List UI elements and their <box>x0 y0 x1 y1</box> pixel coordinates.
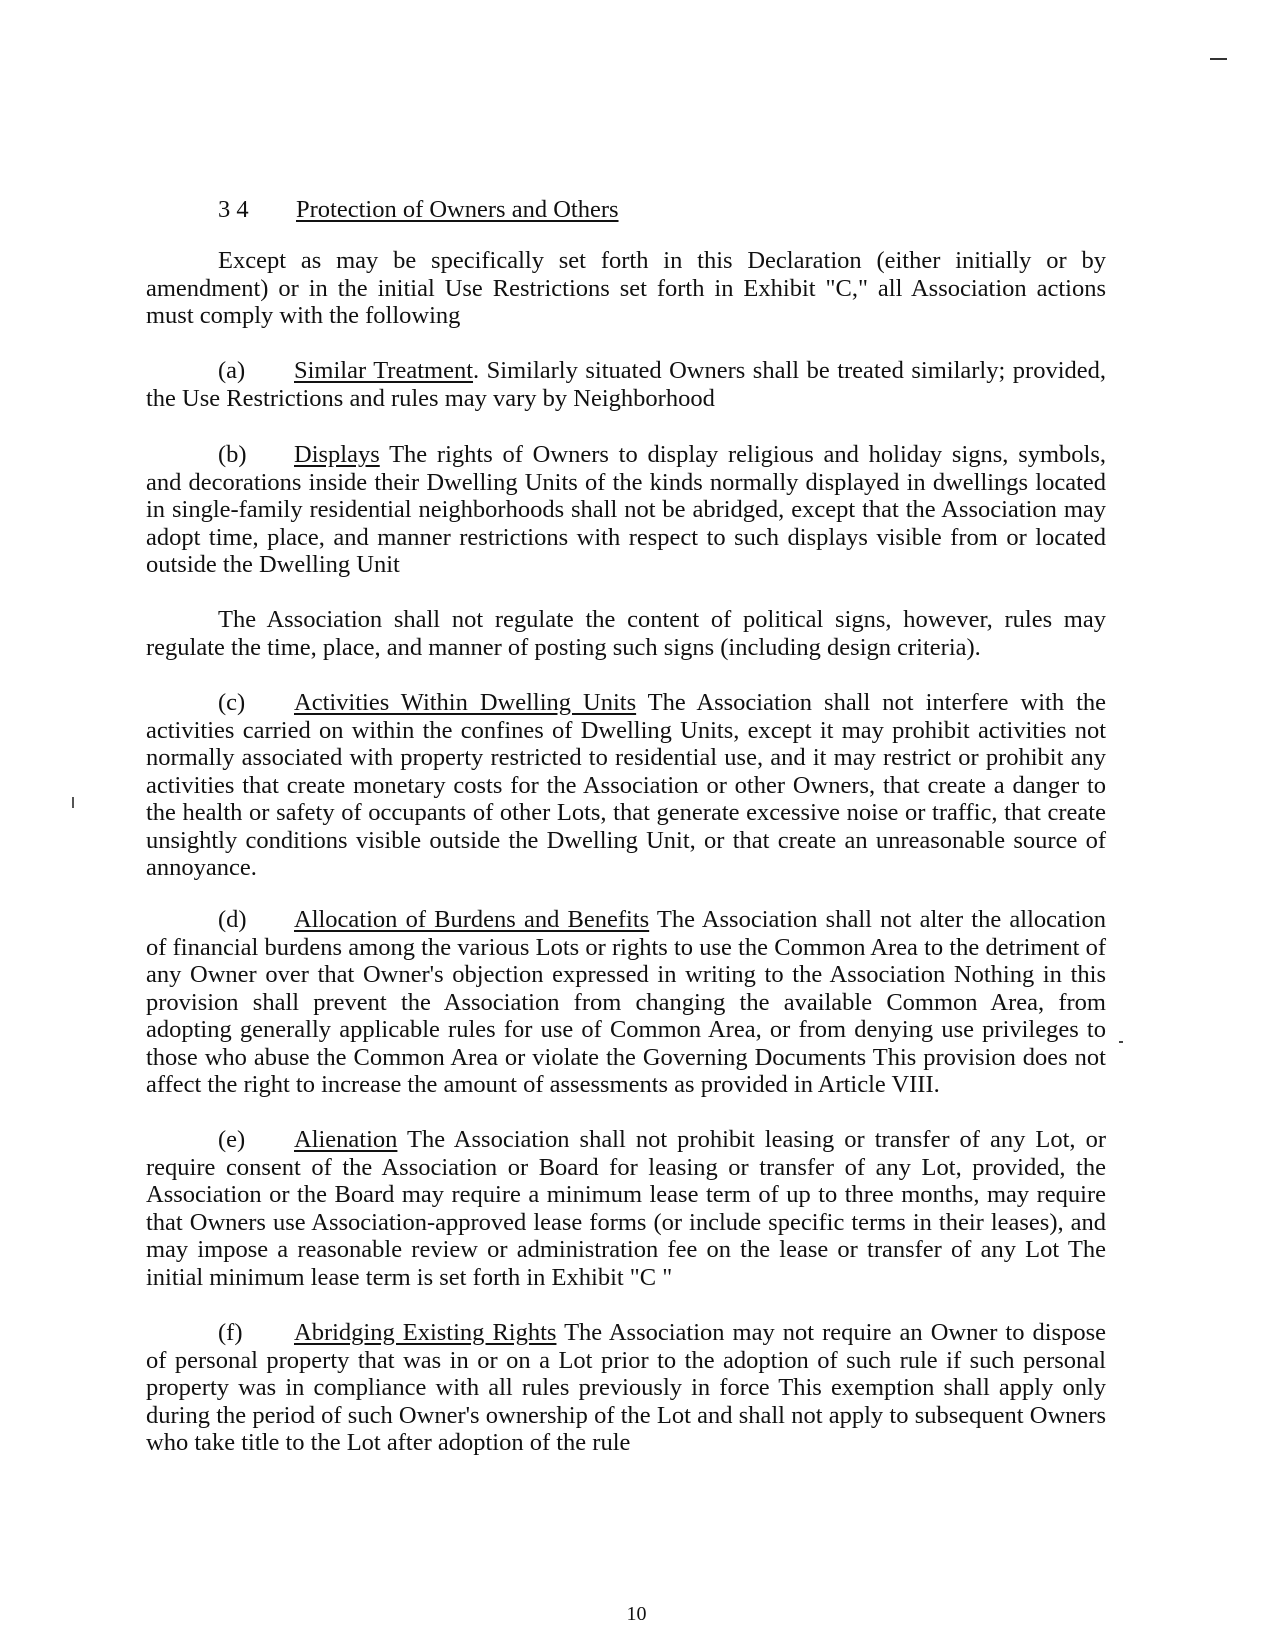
item-e <box>146 1126 1106 1291</box>
item-body: The Association may not require an Owner to dispose of personal property that was in or on a Lot prior to the adoption of such rule if such personal property was in compliance with all rules previously in force This exemption shall apply only during the period of such Owner's ownership of the Lot and shall not apply to subsequent Owners who take title to the Lot after adoption of the rule <box>146 1319 1106 1456</box>
item-a: (a) Similar Treatment. Similarly situated Owners shall be treated similarly; provided, the Use Restrictions and rules may vary by Neighborhood <box>146 357 1106 412</box>
item-body: Similarly situated Owners shall be treated similarly; provided, the Use Restrictions and rules may vary by Neighborhood <box>146 357 1106 412</box>
item-title: Alienation <box>294 1126 398 1153</box>
item-title: Allocation of Burdens and Benefits <box>294 906 650 933</box>
item-label: (c) <box>218 689 246 716</box>
item-label: (e) <box>218 1126 246 1153</box>
item-body: The Association shall not prohibit leasing or transfer of any Lot, or require consent of the Association or Board for leasing or transfer of any Lot, provided, the Association or the Board may require a minimum lease term of up to three months, may require that Owners use Association-approved lease forms (or include specific terms in their leases), and may impose a reasonable review or administration fee on the lease or transfer of any Lot The initial minimum lease term is set forth in Exhibit "C " <box>146 1126 1106 1291</box>
political-signs-paragraph: The Association shall not regulate the content of political signs, however, rules may regulate the time, place, and manner of posting such signs (including design criteria). <box>146 606 1106 661</box>
margin-mark <box>72 797 74 808</box>
item-label: (b) <box>218 441 247 468</box>
item-b <box>146 441 1106 579</box>
section-heading <box>218 196 619 224</box>
side-mark <box>1119 1041 1123 1043</box>
item-d <box>146 906 1106 1099</box>
page-number: 10 <box>626 1603 647 1625</box>
item-body: The rights of Owners to display religious and holiday signs, symbols, and decorations inside their Dwelling Units of the kinds normally displayed in dwellings located in single-family residential neighborhoods shall not be abridged, except that the Association may adopt time, place, and manner restrictions with respect to such displays visible from or located outside the Dwelling Unit <box>146 441 1106 578</box>
item-body: The Association shall not alter the allocation of financial burdens among the various Lots or rights to use the Common Area to the detriment of any Owner over that Owner's objection expressed in writing to the Association Nothing in this provision shall prevent the Association from changing the available Common Area, from adopting generally applicable rules for use of Common Area, or from denying use privileges to those who abuse the Common Area or violate the Governing Documents This provision does not affect the right to increase the amount of assessments as provided in Article VIII. <box>146 906 1106 1098</box>
item-body: The Association shall not interfere with the activities carried on within the confines of Dwelling Units, except it may prohibit activities not normally associated with property restricted to residential use, and it may restrict or prohibit any activities that create monetary costs for the Association or other Owners, that create a danger to the health or safety of occupants of other Lots, that generate excessive noise or traffic, that create unsightly conditions visible outside the Dwelling Unit, or that create an unreasonable source of annoyance. <box>146 689 1107 881</box>
item-label: (d) <box>218 906 247 933</box>
scan-mark <box>1210 58 1227 60</box>
item-title: Abridging Existing Rights <box>294 1319 557 1346</box>
section-title: Protection of Owners and Others <box>296 196 619 223</box>
section-number: 3 4 <box>218 196 249 223</box>
item-label: (f) <box>218 1319 243 1346</box>
item-label: (a) <box>218 357 246 384</box>
intro-paragraph: Except as may be specifically set forth in this Declaration (either initially or by amendment) or in the initial Use Restrictions set forth in Exhibit "C," all Association actions must comply with the following <box>146 247 1106 329</box>
item-title: Displays <box>294 441 380 468</box>
item-title: Similar Treatment <box>294 357 474 384</box>
item-c <box>146 689 1106 882</box>
item-title: Activities Within Dwelling Units <box>294 689 637 716</box>
item-f <box>146 1319 1106 1457</box>
